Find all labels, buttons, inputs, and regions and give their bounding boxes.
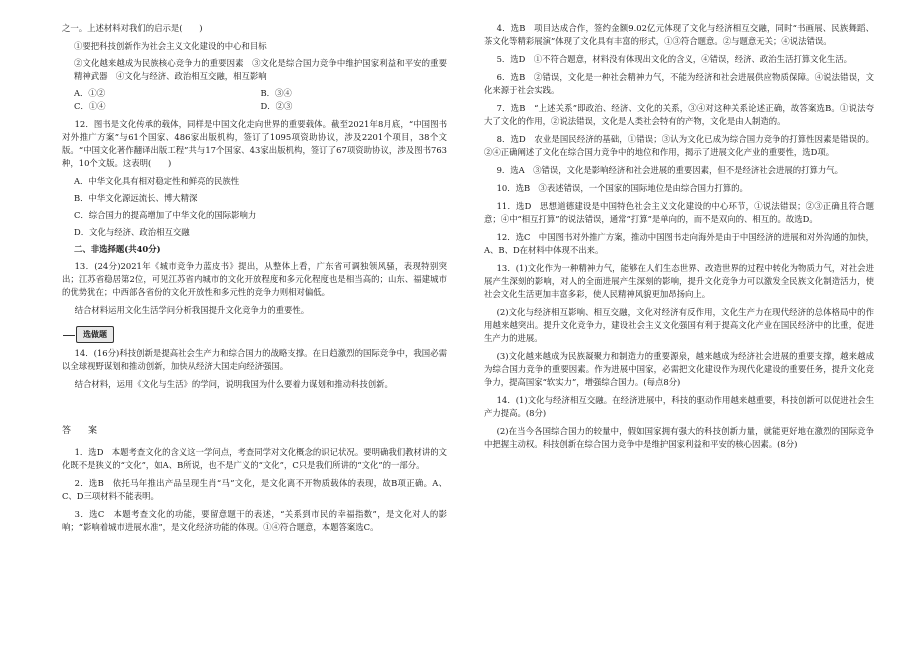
- section-heading: 二、非选择题(共40分): [74, 244, 161, 254]
- q14-task: 结合材料，运用《文化与生活》的学问，说明我国为什么要着力谋划和推动科技创新。: [74, 379, 393, 389]
- answer-6: 6．选B ②错误，文化是一种社会精神力气，不能为经济和社会进展供应物质保障。④说法错误，文化来源于社会实践。: [484, 72, 874, 95]
- elective-badge: 选做题: [76, 326, 114, 343]
- answer-5: 5．选D ①不符合题意，材料没有体现出文化的含义，④错误，经济、政治生活打算文化生活。: [496, 54, 853, 64]
- answer-10: 10．选B ③表述错误，一个国家的国际地位是由综合国力打算的。: [496, 183, 748, 193]
- right-column: [484, 22, 874, 456]
- left-column: [62, 22, 447, 539]
- answer-13-part-1: 13．(1)文化作为一种精神力气，能够在人们生态世界、改造世界的过程中转化为物质力气，对社会进展产生深刻的影响，对人的全面进展产生深刻的影响，提升文化竞争力可以激发全民族文化制造活力，使社会文化生活更加丰富多彩，使人民精神风貌更加昂扬向上。: [484, 263, 874, 299]
- q11-item-1: ①要把科技创新作为社会主义文化建设的中心和目标: [74, 41, 267, 51]
- answer-4: 4．选B 项目达成合作，签约金额9.02亿元体现了文化与经济相互交融，同时“书画展、民族舞蹈、茶文化等精彩展演”体现了文化具有丰富的形式，①③符合题意。②与题意无关；④说法错误。: [484, 23, 874, 46]
- answer-3: 3．选C 本题考查文化的功能，要留意题干的表述，“关系到市民的幸福指数”，是文化对人的影响；“影响着城市进展水准”，是文化经济功能的体现。①④符合题意，本题答案选C。: [62, 509, 447, 532]
- answer-2: 2．选B 依托马年推出产品呈现生肖“马”文化，是文化离不开物质载体的表现，故B项正确。A、C、D三项材料不能表明。: [62, 478, 447, 501]
- q12-option-c: C．综合国力的提高增加了中华文化的国际影响力: [74, 210, 257, 220]
- q11-option-c: C．①④: [74, 101, 106, 111]
- answer-13-part-3: (3)文化越来越成为民族凝聚力和制造力的重要源泉，越来越成为经济社会进展的重要支撑，越来越成为综合国力竞争的重要因素。作为进展中国家，必需把文化建设作为现代化建设的重要任务，提升文化竞争力，提高国家“软实力”，增强综合国力。(每点8分): [484, 351, 874, 387]
- q11-intro: 之一。上述材料对我们的启示是( ): [62, 23, 203, 33]
- q11-options: [62, 87, 447, 113]
- q12-option-d: D．文化与经济、政治相互交融: [74, 227, 190, 237]
- answer-heading: 答 案: [62, 426, 102, 436]
- answer-14-part-2: (2)在当今各国综合国力的较量中，假如国家拥有强大的科技创新力量，就能更好地在激烈的国际竞争中把握主动权。科技创新在综合国力竞争中是维护国家利益和平安的核心因素。(8分): [484, 426, 874, 449]
- q11-option-b: B．③④: [260, 88, 292, 98]
- answer-11: 11．选D 思想道德建设是中国特色社会主义文化建设的中心环节，①说法错误；②③正确且符合题意；④中“相互打算”的说法错误，通常“打算”是单向的，而不是双向的、相互的。故选D。: [484, 201, 874, 224]
- q13-stem: 13．(24分)2021年《城市竞争力蓝皮书》提出，从整体上看，广东省可调独领风骚，表现特别突出；江苏省稳居第2位，可见江苏省内城市的文化开放程度和多元化程度也是相当高的；山东、福建城市的优势犹在；中西部各省份的文化开放性和多元性的竞争力则相对偏低。: [62, 261, 447, 297]
- q12-option-a: A．中华文化具有相对稳定性和鲜亮的民族性: [74, 176, 240, 186]
- answer-13-part-2: (2)文化与经济相互影响、相互交融，文化对经济有反作用，文化生产力在现代经济的总体格局中的作用越来越突出。提升文化竞争力，建设社会主义文化强国有利于提高文化产业在国民经济中的比重，促进生产力的进展。: [484, 307, 874, 343]
- answer-12: 12．选C 中国图书对外推广方案，推动中国图书走向海外是由于中国经济的进展和对外沟通的加快，A、B、D在材料中体现不出来。: [484, 232, 874, 255]
- q12-option-b: B．中华文化源远流长、博大精深: [74, 193, 198, 203]
- q14-stem: 14．(16分)科技创新是提高社会生产力和综合国力的战略支撑。在日趋激烈的国际竞争中，我国必需以全球视野谋划和推动创新，加快从经济大国走向经济强国。: [62, 348, 447, 371]
- q12-stem: 12．图书是文化传承的载体，同样是中国文化走向世界的重要载体。截至2021年8月底，“中国图书对外推广方案”与61个国家、486家出版机构，签订了1095项资助协议，涉及2201个项目，38个文版。“中国文化著作翻译出版工程”共与17个国家、43家出版机构，签订了67项资助协议，涉及图书763种，10个文版。这表明( ): [62, 119, 447, 168]
- q11-option-a: A．①②: [74, 88, 106, 98]
- answer-9: 9．选A ③错误，文化是影响经济和社会进展的重要因素，但不是经济社会进展的打算力气。: [496, 165, 843, 175]
- q11-option-d: D．②③: [260, 101, 293, 111]
- answer-1: 1．选D 本题考查文化的含义这一学问点，考查同学对文化概念的识记状况。要明确我们教材讲的文化既不是狭义的“文化”，如A、B所说，也不是广义的“文化”，C只是我们所讲的“文化”的一部分。: [62, 447, 447, 470]
- q13-task: 结合材料运用文化生活学问分析我国提升文化竞争力的重要性。: [74, 305, 310, 315]
- q11-item-2: ②文化越来越成为民族核心竞争力的重要因素 ③文化是综合国力竞争中维护国家利益和平安的重要精神武器 ④文化与经济、政治相互交融，相互影响: [74, 58, 447, 81]
- answer-8: 8．选D 农业是国民经济的基础，①错误；③认为文化已成为综合国力竞争的打算性因素是错误的。②④正确阐述了文化在综合国力竞争中的地位和作用，揭示了进展文化产业的重要性，选D项。: [484, 134, 874, 157]
- answer-14-part-1: 14．(1)文化与经济相互交融。在经济进展中，科技的驱动作用越来越重要，科技创新可以促进社会生产力提高。(8分): [484, 395, 874, 418]
- answer-7: 7．选B “上述关系”即政治、经济、文化的关系，③④对这种关系论述正确，故答案选B。①说法夸大了文化的作用，②说法错误，文化是人类社会特有的产物，文化是由人制造的。: [484, 103, 874, 126]
